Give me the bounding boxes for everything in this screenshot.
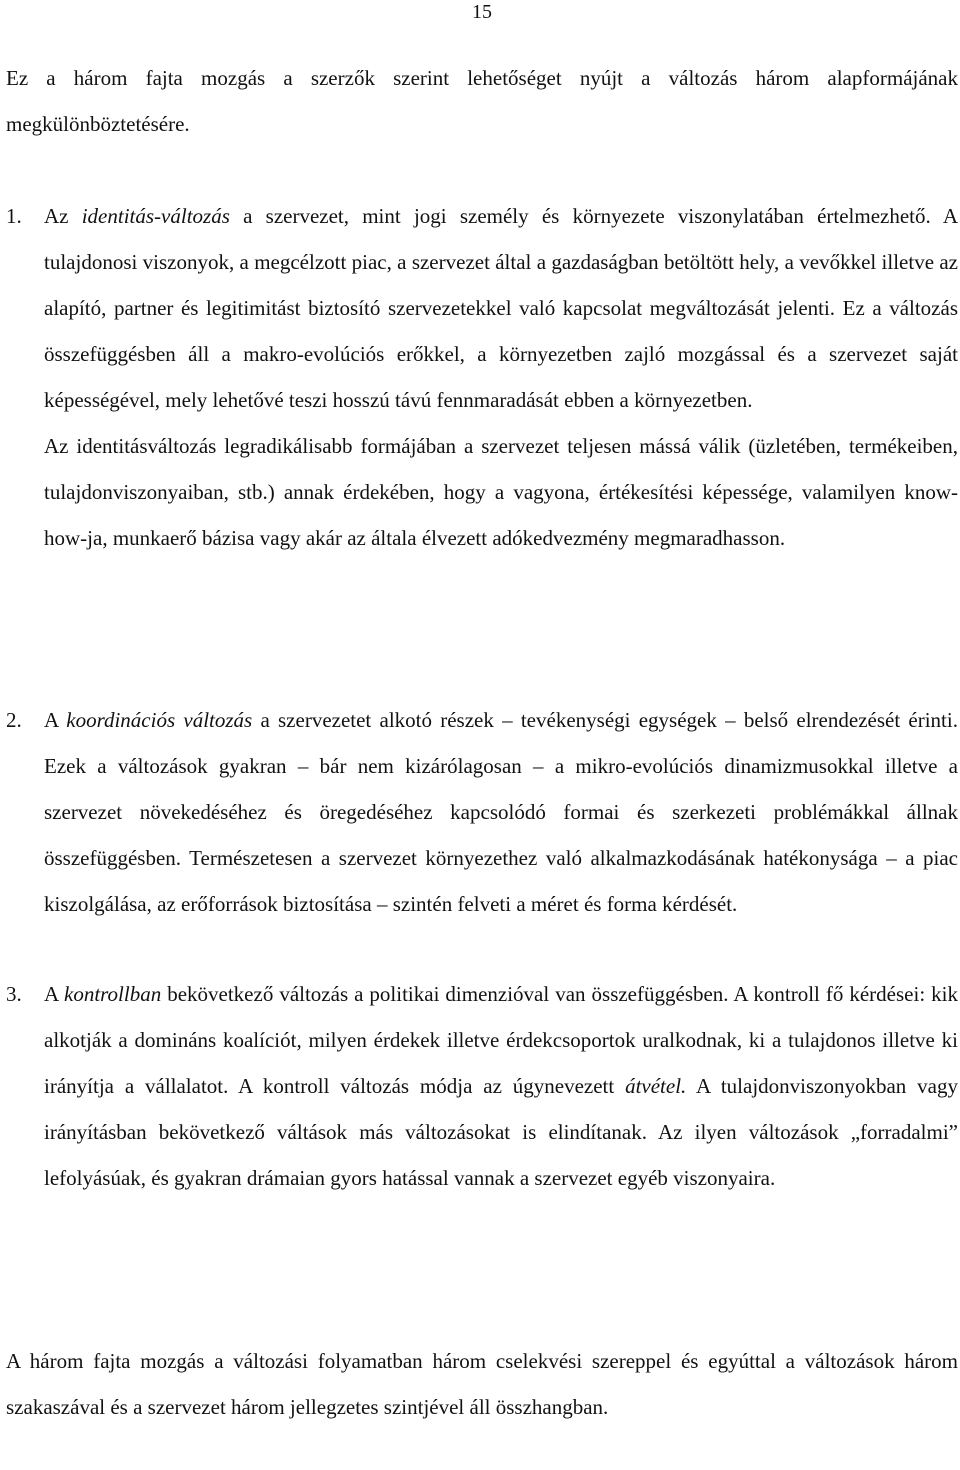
list-item-text: bekövetkező változás a politikai dimenzióval van összefüggésben. A kontroll fő kérdései: kik alkotják a domináns koalíciót, milyen érdekek illetve érdekcsoportok uralkodnak, ki a tulajdonos illetve ki irányítja a vállalatot. A kontroll változás módja az úgynevezett bbox=[44, 982, 958, 1098]
list-item-body bbox=[44, 971, 958, 1201]
list-item-term: identitás-változás bbox=[81, 204, 230, 228]
list-item-subparagraph: Az identitásváltozás legradikálisabb formájában a szervezet teljesen mássá válik (üzletében, termékeiben, tulajdonviszonyaiban, stb.) annak érdekében, hogy a vagyona, értékesítési képessége, valamilyen know-how-ja, munkaerő bázisa vagy akár az általa élvezett adókedvezmény megmaradhasson. bbox=[44, 434, 958, 550]
intro-paragraph: Ez a három fajta mozgás a szerzők szerint lehetőséget nyújt a változás három alapformájának megkülönböztetésére. bbox=[6, 66, 958, 136]
list-item-text-after: A tulajdonviszonyokban vagy irányításban bekövetkező váltások más változásokat is elindítanak. Az ilyen változások „forradalmi” lefolyásúak, és gyakran drámaian gyors hatással vannak a szervezet egyéb viszonyaira. bbox=[44, 1074, 958, 1190]
list-item-lead: Az bbox=[44, 204, 82, 228]
list-item-number: 3. bbox=[6, 982, 22, 1006]
page-number: 15 bbox=[472, 1, 492, 23]
list-item-body bbox=[44, 193, 958, 561]
list-item-3 bbox=[6, 971, 958, 1201]
list-item-number: 1. bbox=[6, 204, 22, 228]
list-item-term: kontrollban bbox=[64, 982, 162, 1006]
list-item-text: a szervezetet alkotó részek – tevékenységi egységek – belső elrendezését érinti. Ezek a változások gyakran – bár nem kizárólagosan – a mikro-evolúciós dinamizmusokkal illetve a szervezet növekedéséhez és öregedéséhez kapcsolódó formai és szerkezeti problémákkal állnak összefüggésben. Természetesen a szervezet környezethez való alkalmazkodásának hatékonysága – a piac kiszolgálása, az erőforrások biztosítása – szintén felveti a méret és forma kérdését. bbox=[44, 708, 958, 916]
list-item-term-2: átvétel. bbox=[625, 1074, 687, 1098]
list-item-term: koordinációs változás bbox=[66, 708, 253, 732]
list-item-text: a szervezet, mint jogi személy és környezete viszonylatában értelmezhető. A tulajdonosi viszonyok, a megcélzott piac, a szervezet által a gazdaságban betöltött hely, a vevőkkel illetve az alapító, partner és legitimitást biztosító szervezetekkel való kapcsolat megváltozását jelenti. Ez a változás összefüggésben áll a makro-evolúciós erőkkel, a környezetben zajló mozgással és a szervezet saját képességével, mely lehetővé teszi hosszú távú fennmaradását ebben a környezetben. bbox=[44, 204, 958, 412]
list-item-body bbox=[44, 697, 958, 927]
list-item-number: 2. bbox=[6, 708, 22, 732]
list-item-1 bbox=[6, 193, 958, 561]
closing-paragraph: A három fajta mozgás a változási folyamatban három cselekvési szereppel és egyúttal a változások három szakaszával és a szervezet három jellegzetes szintjével áll összhangban. bbox=[6, 1349, 958, 1419]
list-item-2 bbox=[6, 697, 958, 927]
list-item-lead: A bbox=[44, 708, 67, 732]
list-item-lead: A bbox=[44, 982, 64, 1006]
